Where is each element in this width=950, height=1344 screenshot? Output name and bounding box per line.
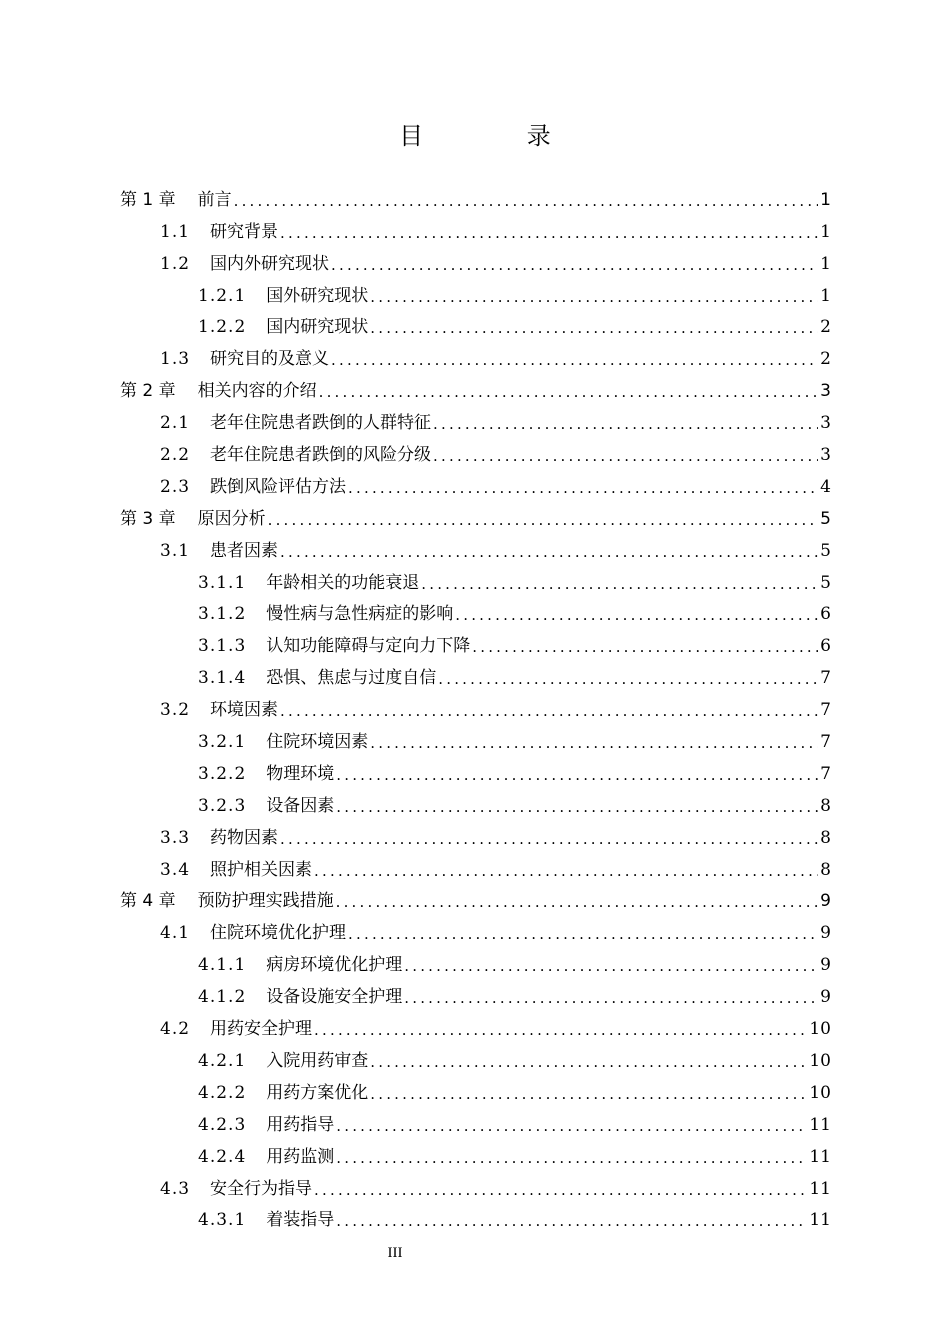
dot-leader bbox=[370, 1053, 807, 1071]
toc-entry-number: 4.2.3 bbox=[198, 1114, 247, 1135]
toc-entry-number: 4.2 bbox=[160, 1019, 191, 1040]
toc-entry-title: 药物因素 bbox=[210, 827, 279, 848]
dot-leader bbox=[348, 925, 818, 943]
toc-entry-title: 用药监测 bbox=[266, 1146, 335, 1167]
toc-section-entry[interactable] bbox=[120, 1167, 831, 1199]
toc-entry-title: 安全行为指导 bbox=[210, 1178, 313, 1199]
toc-section-entry[interactable] bbox=[120, 1199, 831, 1231]
toc-entry-page: 11 bbox=[809, 1146, 831, 1167]
toc-entry-number: 4.2.2 bbox=[198, 1082, 247, 1103]
toc-entry-title: 老年住院患者跌倒的人群特征 bbox=[210, 413, 432, 434]
toc-entry-title: 老年住院患者跌倒的风险分级 bbox=[210, 445, 432, 466]
toc-entry-title: 年龄相关的功能衰退 bbox=[266, 572, 420, 593]
toc-entry-page: 9 bbox=[820, 987, 831, 1008]
dot-leader bbox=[336, 1117, 807, 1135]
dot-leader bbox=[421, 575, 818, 593]
toc-section-entry[interactable] bbox=[120, 943, 831, 975]
toc-entry-number: 3.2.2 bbox=[198, 763, 247, 784]
dot-leader bbox=[336, 798, 818, 816]
toc-entry-page: 6 bbox=[820, 636, 831, 657]
toc-entry-page: 10 bbox=[809, 1050, 831, 1071]
toc-section-entry[interactable] bbox=[120, 433, 831, 465]
toc-section-entry[interactable] bbox=[120, 624, 831, 656]
toc-entry-page: 3 bbox=[820, 413, 831, 434]
toc-entry-page: 7 bbox=[820, 700, 831, 721]
toc-entry-page: 10 bbox=[809, 1082, 831, 1103]
toc-entry-title: 国外研究现状 bbox=[266, 285, 369, 306]
dot-leader bbox=[370, 288, 818, 306]
toc-entry-page: 7 bbox=[820, 732, 831, 753]
toc-entry-number: 3.4 bbox=[160, 859, 191, 880]
dot-leader bbox=[370, 319, 818, 337]
toc-entry-title: 物理环境 bbox=[266, 763, 335, 784]
toc-entry-number: 4.1 bbox=[160, 923, 191, 944]
toc-entry-title: 恐惧、焦虑与过度自信 bbox=[266, 668, 437, 689]
toc-entry-title: 预防护理实践措施 bbox=[197, 891, 334, 912]
dot-leader bbox=[433, 447, 818, 465]
toc-entry-number: 4.3.1 bbox=[198, 1210, 247, 1231]
toc-entry-title: 原因分析 bbox=[197, 508, 266, 529]
toc-section-entry[interactable] bbox=[120, 274, 831, 306]
toc-entry-number: 3.2.1 bbox=[198, 732, 247, 753]
dot-leader bbox=[336, 1212, 807, 1230]
toc-entry-page: 1 bbox=[820, 253, 831, 274]
toc-entry-title: 环境因素 bbox=[210, 700, 279, 721]
toc-section-entry[interactable] bbox=[120, 1071, 831, 1103]
dot-leader bbox=[404, 957, 818, 975]
toc-entry-title: 慢性病与急性病症的影响 bbox=[266, 604, 454, 625]
toc-section-entry[interactable] bbox=[120, 561, 831, 593]
toc-section-entry[interactable] bbox=[120, 1103, 831, 1135]
dot-leader bbox=[234, 192, 819, 210]
toc-entry-number: 3.2.3 bbox=[198, 795, 247, 816]
toc-entry-title: 国内外研究现状 bbox=[210, 253, 330, 274]
toc-entry-number: 1.3 bbox=[160, 349, 191, 370]
toc-entry-number: 4.3 bbox=[160, 1178, 191, 1199]
page-number-footer: III bbox=[387, 1245, 403, 1261]
toc-entry-title: 设备设施安全护理 bbox=[266, 987, 403, 1008]
toc-entry-title: 住院环境因素 bbox=[266, 732, 369, 753]
dot-leader bbox=[370, 1085, 807, 1103]
toc-entry-number: 1.2.1 bbox=[198, 285, 247, 306]
toc-entry-title: 研究目的及意义 bbox=[210, 349, 330, 370]
dot-leader bbox=[455, 606, 818, 624]
toc-section-entry[interactable] bbox=[120, 1039, 831, 1071]
toc-entry-page: 2 bbox=[820, 349, 831, 370]
toc-entry-number: 第 4 章 bbox=[120, 891, 176, 912]
toc-entry-title: 住院环境优化护理 bbox=[210, 923, 347, 944]
toc-section-entry[interactable] bbox=[120, 752, 831, 784]
toc-section-entry[interactable] bbox=[120, 337, 831, 369]
dot-leader bbox=[280, 702, 818, 720]
toc-section-entry[interactable] bbox=[120, 1007, 831, 1039]
toc-entry-number: 4.2.4 bbox=[198, 1146, 247, 1167]
toc-entry-number: 第 1 章 bbox=[120, 189, 176, 210]
toc-entry-page: 9 bbox=[820, 891, 831, 912]
dot-leader bbox=[268, 511, 819, 529]
toc-entry-page: 5 bbox=[820, 508, 831, 529]
toc-entry-page: 7 bbox=[820, 668, 831, 689]
toc-entry-title: 前言 bbox=[197, 189, 232, 210]
toc-entry-page: 9 bbox=[820, 923, 831, 944]
toc-section-entry[interactable] bbox=[120, 1135, 831, 1167]
toc-entry-number: 3.3 bbox=[160, 827, 191, 848]
toc-entry-title: 入院用药审查 bbox=[266, 1050, 369, 1071]
toc-entry-number: 第 3 章 bbox=[120, 508, 176, 529]
toc-entry-page: 4 bbox=[820, 476, 831, 497]
toc-section-entry[interactable] bbox=[120, 529, 831, 561]
toc-section-entry[interactable] bbox=[120, 210, 831, 242]
dot-leader bbox=[331, 351, 818, 369]
toc-entry-number: 3.1.3 bbox=[198, 636, 247, 657]
toc-entry-number: 4.1.1 bbox=[198, 955, 247, 976]
toc-entry-page: 3 bbox=[820, 381, 831, 402]
toc-entry-page: 11 bbox=[809, 1178, 831, 1199]
toc-entry-page: 8 bbox=[820, 827, 831, 848]
toc-entry-number: 第 2 章 bbox=[120, 381, 176, 402]
toc-entry-title: 相关内容的介绍 bbox=[197, 381, 317, 402]
toc-entry-page: 10 bbox=[809, 1019, 831, 1040]
toc-entry-page: 6 bbox=[820, 604, 831, 625]
toc-section-entry[interactable] bbox=[120, 656, 831, 688]
toc-section-entry[interactable] bbox=[120, 975, 831, 1007]
dot-leader bbox=[280, 830, 818, 848]
dot-leader bbox=[433, 415, 818, 433]
toc-entry-page: 7 bbox=[820, 763, 831, 784]
toc-section-entry[interactable] bbox=[120, 720, 831, 752]
toc-entry-page: 2 bbox=[820, 317, 831, 338]
toc-entry-page: 11 bbox=[809, 1114, 831, 1135]
toc-entry-page: 9 bbox=[820, 955, 831, 976]
dot-leader bbox=[336, 766, 818, 784]
toc-entry-title: 认知功能障碍与定向力下降 bbox=[266, 636, 471, 657]
toc-chapter-entry[interactable] bbox=[120, 369, 831, 401]
toc-entry-number: 3.2 bbox=[160, 700, 191, 721]
toc-entry-title: 设备因素 bbox=[266, 795, 335, 816]
toc-entry-page: 8 bbox=[820, 795, 831, 816]
toc-entry-number: 2.1 bbox=[160, 413, 191, 434]
dot-leader bbox=[314, 1181, 807, 1199]
toc-entry-title: 用药指导 bbox=[266, 1114, 335, 1135]
toc-section-entry[interactable] bbox=[120, 242, 831, 274]
dot-leader bbox=[404, 989, 818, 1007]
toc-chapter-entry[interactable] bbox=[120, 880, 831, 912]
toc-title: 目 录 bbox=[399, 122, 599, 150]
toc-entry-page: 1 bbox=[820, 221, 831, 242]
dot-leader bbox=[280, 543, 818, 561]
toc-entry-number: 2.2 bbox=[160, 445, 191, 466]
toc-entry-page: 11 bbox=[809, 1210, 831, 1231]
dot-leader bbox=[314, 1021, 807, 1039]
toc-entry-number: 2.3 bbox=[160, 476, 191, 497]
toc-entry-title: 患者因素 bbox=[210, 540, 279, 561]
toc-section-entry[interactable] bbox=[120, 816, 831, 848]
toc-section-entry[interactable] bbox=[120, 688, 831, 720]
toc-entry-page: 5 bbox=[820, 572, 831, 593]
toc-entry-number: 3.1.1 bbox=[198, 572, 247, 593]
toc-entry-title: 用药方案优化 bbox=[266, 1082, 369, 1103]
dot-leader bbox=[348, 479, 818, 497]
dot-leader bbox=[370, 734, 818, 752]
toc-entry-title: 国内研究现状 bbox=[266, 317, 369, 338]
toc-entry-number: 3.1.2 bbox=[198, 604, 247, 625]
dot-leader bbox=[438, 670, 818, 688]
toc-section-entry[interactable] bbox=[120, 593, 831, 625]
toc-entry-page: 5 bbox=[820, 540, 831, 561]
toc-entry-title: 病房环境优化护理 bbox=[266, 955, 403, 976]
dot-leader bbox=[336, 1149, 807, 1167]
toc-section-entry[interactable] bbox=[120, 784, 831, 816]
toc-section-entry[interactable] bbox=[120, 848, 831, 880]
toc-entry-number: 4.1.2 bbox=[198, 987, 247, 1008]
toc-entry-title: 研究背景 bbox=[210, 221, 279, 242]
toc-entry-number: 4.2.1 bbox=[198, 1050, 247, 1071]
toc-entry-page: 3 bbox=[820, 445, 831, 466]
toc-entry-number: 3.1 bbox=[160, 540, 191, 561]
toc-entry-title: 着装指导 bbox=[266, 1210, 335, 1231]
toc-entry-page: 8 bbox=[820, 859, 831, 880]
toc-section-entry[interactable] bbox=[120, 911, 831, 943]
dot-leader bbox=[314, 862, 818, 880]
toc-entry-title: 跌倒风险评估方法 bbox=[210, 476, 347, 497]
toc-chapter-entry[interactable] bbox=[120, 497, 831, 529]
dot-leader bbox=[331, 256, 818, 274]
dot-leader bbox=[280, 224, 818, 242]
dot-leader bbox=[472, 638, 818, 656]
table-of-contents bbox=[120, 178, 831, 1230]
dot-leader bbox=[319, 383, 819, 401]
toc-entry-title: 用药安全护理 bbox=[210, 1019, 313, 1040]
toc-entry-number: 1.1 bbox=[160, 221, 191, 242]
toc-chapter-entry[interactable] bbox=[120, 178, 831, 210]
toc-section-entry[interactable] bbox=[120, 401, 831, 433]
dot-leader bbox=[336, 893, 819, 911]
toc-entry-number: 1.2.2 bbox=[198, 317, 247, 338]
toc-entry-page: 1 bbox=[820, 189, 831, 210]
toc-entry-title: 照护相关因素 bbox=[210, 859, 313, 880]
toc-entry-page: 1 bbox=[820, 285, 831, 306]
toc-entry-number: 1.2 bbox=[160, 253, 191, 274]
toc-section-entry[interactable] bbox=[120, 465, 831, 497]
toc-entry-number: 3.1.4 bbox=[198, 668, 247, 689]
toc-section-entry[interactable] bbox=[120, 306, 831, 338]
